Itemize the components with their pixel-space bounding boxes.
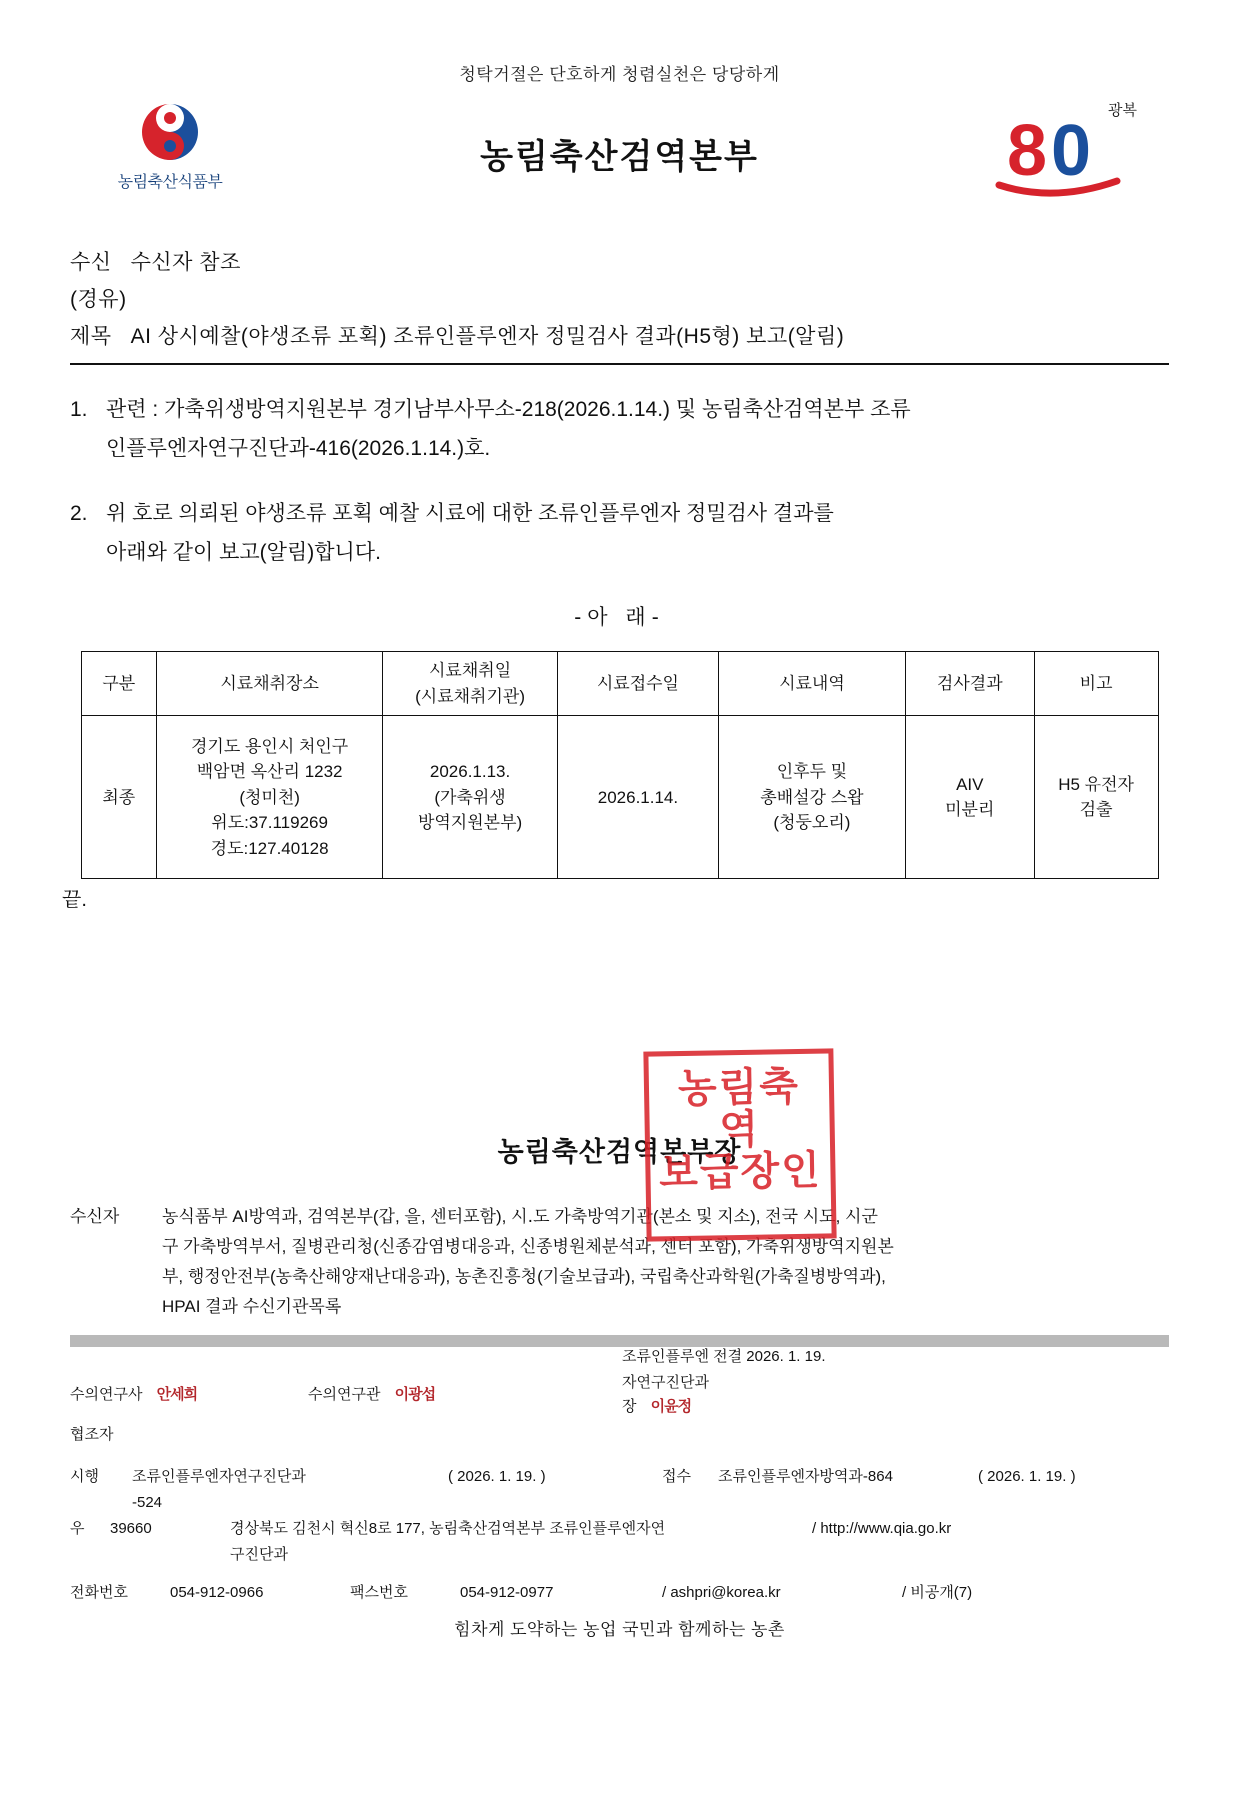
- official-3: [622, 1395, 691, 1416]
- paragraph-2-line-1: 위 호로 의뢰된 야생조류 포획 예찰 시료에 대한 조류인플루엔자 정밀검사 결과를: [106, 501, 834, 525]
- official-2-role: 수의연구관: [308, 1386, 381, 1404]
- recipient-list: [70, 1202, 1169, 1321]
- footer-row-contact: [70, 1567, 1169, 1601]
- arae-marker: -아 래-: [574, 605, 665, 629]
- seal-line-3: 보급장인: [658, 1149, 823, 1196]
- th-collect-date-line2: (시료채취기관): [415, 686, 525, 706]
- official-seal-icon: [643, 1049, 836, 1242]
- table-body: [81, 716, 1158, 879]
- cell-place-line4: 위도:37.119269: [211, 813, 328, 833]
- th-collect-date: [383, 652, 558, 716]
- recipient-line: [70, 245, 1169, 282]
- svg-text:8: 8: [1007, 111, 1048, 191]
- cell-note-line1: H5 유전자: [1058, 774, 1134, 794]
- cell-result: [905, 716, 1034, 879]
- cell-note-line2: 검출: [1079, 800, 1113, 820]
- subject-value: AI 상시예찰(야생조류 포획) 조류인플루엔자 정밀검사 결과(H5형) 보고(알림): [130, 324, 845, 348]
- issue-value-cont: -524: [132, 1494, 163, 1512]
- tel-value: 054-912-0966: [170, 1584, 264, 1602]
- receive-date: ( 2026. 1. 19. ): [978, 1468, 1076, 1486]
- signer-title: 농림축산검역본부장: [497, 1137, 742, 1168]
- th-sample: 시료내역: [718, 652, 905, 716]
- cell-receive-date: 2026.1.14.: [557, 716, 718, 879]
- homepage-link[interactable]: / http://www.qia.go.kr: [812, 1520, 952, 1538]
- issue-label: 시행: [70, 1468, 99, 1486]
- via-line: (경유): [70, 287, 127, 311]
- address-line-2: 구진단과: [230, 1546, 288, 1564]
- document-body: [70, 391, 1169, 637]
- footer-row-issue-cont: [70, 1489, 1169, 1515]
- officials-block: [70, 1348, 1169, 1447]
- paragraph-2-line-2: 아래와 같이 보고(알림)합니다.: [106, 540, 381, 564]
- disclosure-value: / 비공개(7): [902, 1584, 973, 1602]
- approval-note: 조류인플루엔 전결 2026. 1. 19.: [622, 1348, 826, 1366]
- cell-collect-date-line3: 방역지원본부): [417, 813, 523, 833]
- paragraph-1: [70, 391, 1169, 469]
- anniversary-label: 광복: [1108, 102, 1137, 119]
- recipient-line-2: 구 가축방역부서, 질병관리청(신종감염병대응과, 신종병원체분석과, 센터 포함), 가축위생방역지원본: [162, 1237, 894, 1257]
- issue-date: ( 2026. 1. 19. ): [448, 1468, 546, 1486]
- paragraph-1-line-2: 인플루엔자연구진단과-416(2026.1.14.)호.: [106, 437, 491, 461]
- official-1: [70, 1383, 197, 1404]
- zip-value: 39660: [110, 1520, 152, 1538]
- paragraph-1-number: 1.: [70, 398, 88, 422]
- official-1-signature: 안세희: [156, 1386, 198, 1404]
- page-title: 농림축산검역본부: [480, 138, 759, 176]
- recipient-line-4: HPAI 결과 수신기관목록: [162, 1296, 342, 1316]
- section-divider-bar: [70, 1335, 1169, 1347]
- recipient-list-label: 수신자: [70, 1207, 120, 1227]
- document-header: [0, 99, 1239, 209]
- cell-sample-line1: 인후두 및: [776, 762, 848, 782]
- cell-place: [156, 716, 382, 879]
- tel-label: 전화번호: [70, 1584, 128, 1602]
- top-slogan: 청탁거절은 단호하게 청렴실천은 당당하게: [459, 65, 780, 84]
- address-line-1: 경상북도 김천시 혁신8로 177, 농림축산검역본부 조류인플루엔자연: [230, 1520, 666, 1538]
- cell-place-line5: 경도:127.40128: [210, 838, 329, 858]
- cell-sample-line2: 총배설강 스왑: [760, 787, 864, 807]
- cell-place-line1: 경기도 용인시 처인구: [190, 736, 349, 756]
- receive-label: 접수: [662, 1468, 691, 1486]
- paragraph-2-number: 2.: [70, 501, 88, 525]
- to-value: 수신자 참조: [130, 251, 241, 274]
- cell-collect-date: [383, 716, 558, 879]
- cell-place-line3: (청미천): [239, 787, 300, 807]
- subject-label: 제목: [70, 324, 112, 348]
- th-collect-date-line1: 시료채취일: [429, 661, 512, 681]
- cell-sample-line3: (청둥오리): [773, 813, 851, 833]
- th-gubun: 구분: [81, 652, 156, 716]
- th-result: 검사결과: [905, 652, 1034, 716]
- seal-line-2: 역: [719, 1108, 761, 1153]
- seal-line-1: 농림축: [677, 1065, 801, 1112]
- fax-value: 054-912-0977: [460, 1584, 554, 1602]
- footer-block: [70, 1463, 1169, 1601]
- table-header-row: [81, 652, 1158, 716]
- ministry-name: 농림축산식품부: [117, 174, 223, 191]
- table-header: [81, 652, 1158, 716]
- subject-line: [70, 319, 1169, 356]
- fax-label: 팩스번호: [350, 1584, 408, 1602]
- footer-row-address: [70, 1515, 1169, 1541]
- official-1-role: 수의연구사: [70, 1386, 143, 1404]
- taegeuk-icon: [139, 101, 201, 163]
- cell-sample: [718, 716, 905, 879]
- coop-label: 협조자: [70, 1426, 114, 1444]
- header-divider: [70, 363, 1169, 365]
- recipient-line-1: 농식품부 AI방역과, 검역본부(갑, 을, 센터포함), 시․도 가축방역기관(본소 및 지소), 전국 시도, 시군: [162, 1207, 878, 1227]
- th-receive-date: 시료접수일: [557, 652, 718, 716]
- cell-collect-date-line2: (가축위생: [434, 787, 506, 807]
- table-row: [81, 716, 1158, 879]
- email-value[interactable]: / ashpri@korea.kr: [662, 1584, 781, 1602]
- bottom-slogan: 힘차게 도약하는 농업 국민과 함께하는 농촌: [454, 1620, 785, 1640]
- receive-value: 조류인플루엔자방역과-864: [718, 1468, 893, 1486]
- footer-row-issue: [70, 1463, 1169, 1489]
- paragraph-2: [70, 495, 1169, 573]
- end-mark: 끝.: [62, 889, 87, 912]
- official-2: [308, 1383, 435, 1404]
- ministry-logo: [90, 101, 250, 192]
- official-3-role-line1: 자연구진단과: [622, 1374, 709, 1392]
- th-place: 시료채취장소: [156, 652, 382, 716]
- issue-value: 조류인플루엔자연구진단과: [132, 1468, 306, 1486]
- cell-gubun: 최종: [81, 716, 156, 879]
- recipient-line-3: 부, 행정안전부(농축산해양재난대응과), 농촌진흥청(기술보급과), 국립축산과학원(가축질병방역과),: [162, 1266, 886, 1286]
- cell-place-line2: 백암면 옥산리 1232: [196, 762, 343, 782]
- addressing-block: [70, 245, 1169, 355]
- official-2-signature: 이광섭: [394, 1386, 436, 1404]
- signature-area: [0, 1065, 1239, 1196]
- official-3-signature: 이윤정: [650, 1398, 692, 1416]
- footer-row-address-cont: [70, 1541, 1169, 1567]
- cell-result-line1: AIV: [956, 774, 984, 794]
- official-3-role-line2: 장: [622, 1398, 637, 1416]
- result-table: [81, 651, 1159, 879]
- svg-text:0: 0: [1051, 111, 1092, 191]
- cell-result-line2: 미분리: [945, 800, 995, 820]
- to-label: 수신: [70, 251, 112, 274]
- cell-collect-date-line1: 2026.1.13.: [429, 762, 511, 782]
- paragraph-1-line-1: 관련 : 가축위생방역지원본부 경기남부사무소-218(2026.1.14.) 및 농림축산검역본부 조류: [106, 398, 911, 422]
- cell-note: [1034, 716, 1158, 879]
- zip-label: 우: [70, 1520, 85, 1538]
- th-note: 비고: [1034, 652, 1158, 716]
